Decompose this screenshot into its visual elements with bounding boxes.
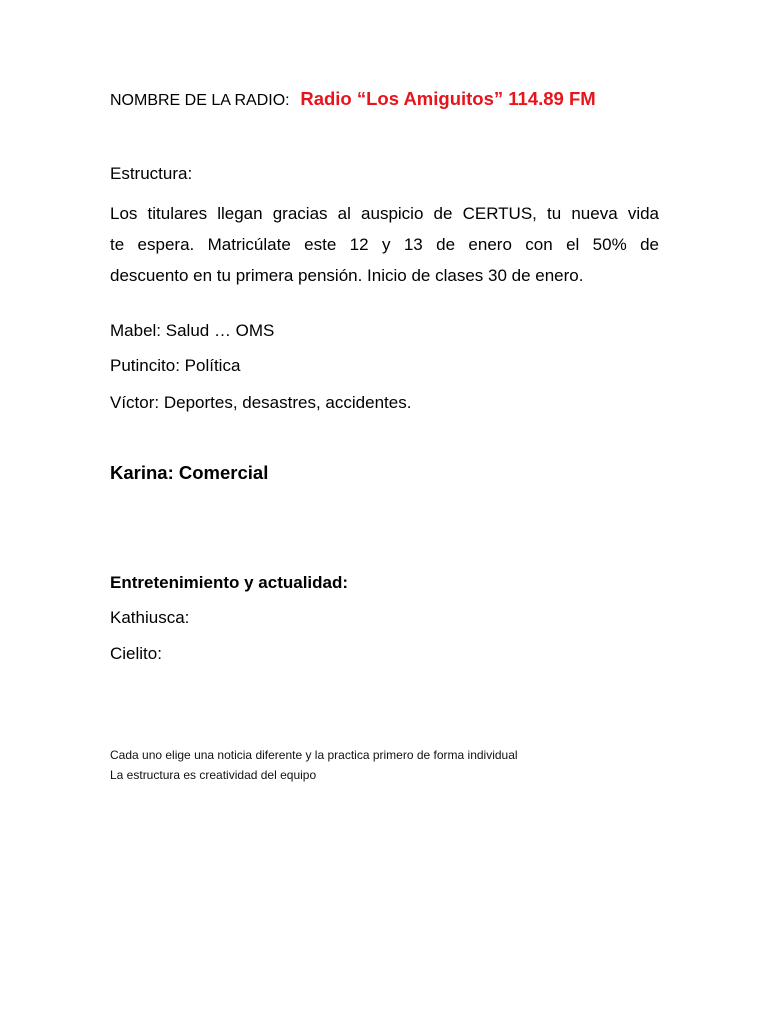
structure-label: Estructura: xyxy=(110,164,193,183)
assignment-victor: Víctor: Deportes, desastres, accidentes. xyxy=(110,393,412,412)
sponsor-paragraph xyxy=(110,198,659,291)
note-line: La estructura es creatividad del equipo xyxy=(110,768,317,782)
commercial-heading: Karina: Comercial xyxy=(110,462,269,483)
assignment-mabel: Mabel: Salud … OMS xyxy=(110,321,275,340)
radio-name-value: Radio “Los Amiguitos” 114.89 FM xyxy=(300,88,596,109)
member-cielito: Cielito: xyxy=(110,644,162,663)
assignment-putincito: Putincito: Política xyxy=(110,356,241,375)
radio-name-label: NOMBRE DE LA RADIO: xyxy=(110,92,290,109)
note-line: Cada uno elige una noticia diferente y la practica primero de forma individual xyxy=(110,748,518,762)
paragraph-line: descuento en tu primera pensión. Inicio de clases 30 de enero. xyxy=(110,266,584,285)
member-kathiusca: Kathiusca: xyxy=(110,608,190,627)
radio-name-line xyxy=(110,88,596,112)
paragraph-line: te espera. Matricúlate este 12 y 13 de enero con el 50% de xyxy=(110,235,659,254)
entertainment-heading: Entretenimiento y actualidad: xyxy=(110,573,349,592)
paragraph-line: Los titulares llegan gracias al auspicio de CERTUS, tu nueva vida xyxy=(110,204,659,223)
